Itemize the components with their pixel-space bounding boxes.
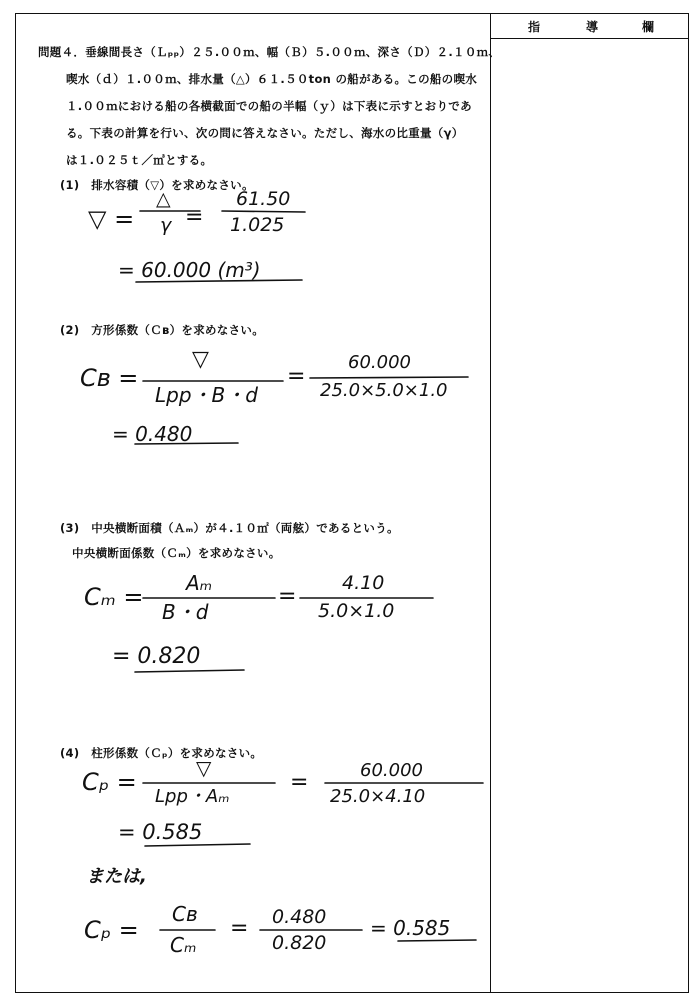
q1-numerator: △ — [156, 188, 171, 210]
q4-result: = 0.585 — [118, 820, 203, 844]
q2-lhs: Cʙ = — [80, 364, 139, 392]
q1-prompt: (1) 排水容積（▽）を求めなさい。 — [60, 178, 254, 192]
q2-numerator: ▽ — [192, 347, 209, 372]
q4-denominator: Lpp・Aₘ — [155, 786, 230, 807]
q4-alt-lhs: Cₚ = — [84, 916, 139, 944]
q4-denominator-value: 25.0×4.10 — [330, 786, 426, 807]
problem-line-5: は１.０２５ｔ／㎥とする。 — [66, 153, 213, 167]
q2-equals: = — [287, 364, 306, 389]
q2-prompt: (2) 方形係数（Ｃʙ）を求めなさい。 — [60, 323, 264, 337]
q3-lhs: Cₘ = — [84, 583, 144, 611]
problem-line-4: る。下表の計算を行い、次の問に答えなさい。ただし、海水の比重量（γ） — [66, 126, 464, 140]
problem-line-2: 喫水（ｄ）１.００ｍ、排水量（△）６１.５０ton の船がある。この船の喫水 — [66, 72, 478, 86]
q3-numerator: Aₘ — [186, 571, 213, 595]
q3-prompt-line-1: (3) 中央横断面積（Ａₘ）が４.１０㎡（両舷）であるという。 — [60, 521, 399, 535]
q4-lhs: Cₚ = — [82, 768, 137, 796]
q2-denominator: Lpp・B・d — [155, 383, 258, 407]
q1-result: = 60.000 (m³) — [118, 258, 261, 282]
q1-equals: = — [185, 205, 204, 230]
guidance-header-char-1: 指 — [528, 20, 541, 34]
q4-alt-denominator-value: 0.820 — [272, 932, 327, 954]
q3-denominator-value: 5.0×1.0 — [318, 600, 395, 622]
q4-alt-result: = 0.585 — [370, 916, 451, 940]
q3-denominator: B・d — [162, 600, 209, 624]
q3-equals: = — [278, 584, 297, 609]
q4-alt-numerator: Cʙ — [172, 902, 198, 926]
q1-lhs: ▽ = — [88, 205, 135, 233]
problem-line-1: 問題４．垂線間長さ（Ｌₚₚ）２５.００ｍ、幅（Ｂ）５.００ｍ、深さ（Ｄ）２.１０ｍ、 — [38, 45, 501, 59]
q4-alt-label: または, — [86, 866, 147, 887]
q1-denominator: γ — [160, 214, 172, 236]
q4-equals: = — [290, 770, 309, 795]
q4-prompt: (4) 柱形係数（Ｃₚ）を求めなさい。 — [60, 746, 263, 760]
q4-alt-equals: = — [230, 916, 249, 941]
guidance-header-char-3: 欄 — [642, 20, 655, 34]
q1-denominator-value: 1.025 — [230, 214, 285, 236]
q3-numerator-value: 4.10 — [342, 572, 385, 594]
q3-result: = 0.820 — [112, 644, 201, 669]
q3-prompt-line-2: 中央横断面係数（Ｃₘ）を求めなさい。 — [72, 546, 281, 560]
problem-line-3: １.００ｍにおける船の各横截面での船の半幅（ｙ）は下表に示すとおりであ — [66, 99, 472, 113]
q1-numerator-value: 61.50 — [236, 188, 291, 210]
q2-result: = 0.480 — [112, 422, 193, 446]
q4-numerator-value: 60.000 — [360, 760, 423, 781]
guidance-header-char-2: 導 — [586, 20, 599, 34]
q2-denominator-value: 25.0×5.0×1.0 — [320, 380, 448, 401]
q2-numerator-value: 60.000 — [348, 352, 411, 373]
q4-alt-numerator-value: 0.480 — [272, 906, 327, 928]
q4-numerator: ▽ — [196, 756, 212, 780]
q4-alt-denominator: Cₘ — [170, 933, 197, 957]
